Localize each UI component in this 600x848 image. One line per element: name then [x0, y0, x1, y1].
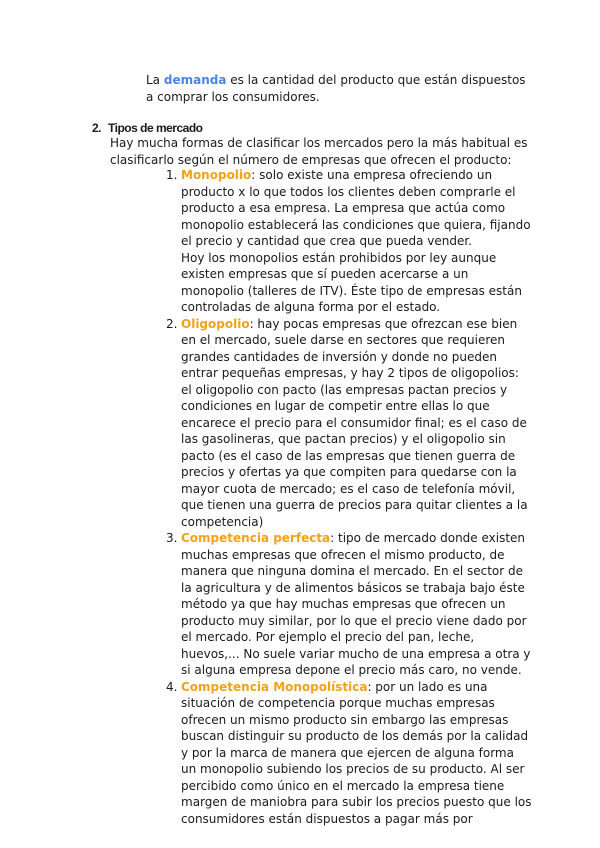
intro-prefix: La	[146, 73, 164, 87]
term-competencia-monopolistica: Competencia Monopolística	[181, 679, 368, 694]
intro-text: es la cantidad del producto que están dispuestos a comprar los consumidores.	[146, 73, 526, 104]
item-text: : hay pocas empresas que ofrezcan ese bien en el mercado, suele darse en sectores que requieren grandes cantidades de inversión y donde no pueden entrar pequeñas empresas, y hay 2 tipos de oligopolios: el oligopolio con pacto (las empresas pactan precios y condiciones en lugar de competir entre ellas lo que encarece el precio para el consumidor final; es el caso de las gasolineras, que pactan precios) y el oligopolio sin pacto (es el caso de las empresas que tienen guerra de precios y ofertas ya que compiten para quedarse con la mayor cuota de mercado; es el caso de telefonía móvil, que tienen una guerra de precios para quitar clientes a la competencia)	[181, 316, 528, 529]
list-item-oligopolio	[166, 316, 532, 531]
item-extra: Hoy los monopolios están prohibidos por ley aunque existen empresas que sí pueden acercarse a un monopolio (talleres de ITV). Éste tipo de empresas están controladas de alguna forma por el estado.	[181, 250, 522, 314]
list-number: 3.	[166, 531, 178, 545]
list-item-monopolio	[166, 167, 532, 316]
section-number: 2.	[92, 121, 102, 135]
item-text: : por un lado es una situación de competencia porque muchas empresas ofrecen un mismo producto sin embargo las empresas buscan distinguir su producto de los demás por la calidad y por la marca de manera que ejercen de alguna forma un monopolio subiendo los precios de su producto. Al ser percibido como único en el mercado la empresa tiene margen de maniobra para subir los precios puesto que los consumidores están dispuestos a pagar más por	[181, 679, 532, 826]
list-item-competencia-monopolistica	[166, 679, 532, 828]
keyword-demanda: demanda	[163, 73, 227, 87]
item-text: : solo existe una empresa ofreciendo un producto x lo que todos los clientes deben comprarle el producto a esa empresa. La empresa que actúa como monopolio establecerá las condiciones que quiera, fijando el precio y cantidad que crea que pueda vender.	[181, 168, 531, 248]
item-text: : tipo de mercado donde existen muchas empresas que ofrecen el mismo producto, de manera que ninguna domina el mercado. En el sector de la agricultura y de alimentos básicos se trabaja bajo éste método ya que hay muchas empresas que ofrecen un producto muy similar, por lo que el precio viene dado por el mercado. Por ejemplo el precio del pan, leche, huevos,... No suele variar mucho de una empresa a otra y si alguna empresa depone el precio más caro, no vende.	[181, 531, 531, 677]
list-number: 2.	[166, 316, 178, 331]
term-competencia-perfecta: Competencia perfecta	[181, 531, 331, 545]
section-heading	[92, 121, 202, 135]
list-number: 1.	[166, 168, 178, 182]
section-title: Tipos de mercado	[108, 121, 203, 135]
term-monopolio: Monopolio	[181, 168, 252, 182]
market-types-list	[166, 167, 532, 827]
demand-paragraph	[146, 72, 526, 106]
section-description: Hay mucha formas de clasificar los mercados pero la más habitual es clasificarlo según el número de empresas que ofrecen el producto:	[110, 136, 528, 167]
term-oligopolio: Oligopolio	[181, 316, 250, 331]
list-item-competencia-perfecta	[166, 530, 532, 679]
list-number: 4.	[166, 679, 178, 694]
